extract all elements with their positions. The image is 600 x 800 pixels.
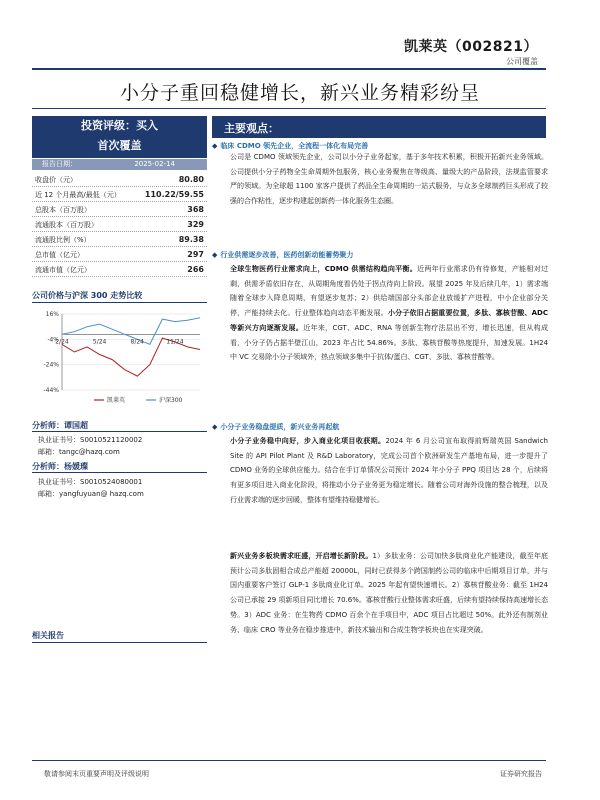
stock-info-table	[32, 172, 207, 277]
row-label: 流通市值（亿元）	[35, 266, 91, 274]
analyst-2-email: 邮箱：yangfuyuan@ hazq.com	[38, 490, 144, 498]
row-label: 流通股比例（%）	[35, 236, 91, 244]
analyst-2-cert: 执业证书号：S0010524080001	[38, 478, 143, 486]
paragraph-new-business: 新兴业务多板块需求旺盛，开启增长新阶段。1）多肽业务：公司加快多肽商业化产能建设，截至年底预计公司多肽固相合成总产能超 20000L，同时已获得多个跨国制药公司的临床中后期项目订单，并与国内重要客户签订 GLP-1 多肽商业化订单。2025 年起有望快速增长。2）寡核苷酸业务：截至 1H24 公司已承接 29 项新项目同比增长 70.6%。寡核苷酸行业整体需求旺盛，后续有望持续保持高速增长态势。3）ADC 业务：在生物药 CDMO 百余个在手项目中，ADC 项目占比超过 50%。此外还有制剂业务、临床 CRO 等业务在稳步推进中，新技术输出和合成生物学板块也在实现突破。	[230, 552, 549, 634]
legend-label: 沪深300	[159, 397, 183, 404]
table-row	[32, 217, 207, 232]
report-series: 公司覆盖	[506, 57, 538, 66]
paragraph-industry: 全球生物医药行业需求向上，CDMO 供需结构趋向平衡。近两年行业需求仍有待修复，产能相对过剩，供需矛盾依旧存在，从周期角度看仍处于拐点待向上阶段。展望 2025 年及后续几年，1）需求端随着全球步入降息周期，有望逐步复苏；2）供给端国部分头部企业放缓扩产进程，中小企业部分关停，产能持续去化。行业整体趋向动态平衡发展。小分子依旧占据重要位置，多肽、寡核苷酸、ADC 等新兴方向逐渐发展。近年来，CGT、ADC、RNA 等创新生物疗法层出不穷，增长迅速，但从构成看，小分子仍占据半壁江山，2023 年占比 54.86%。多肽、寡核苷酸等热度提升，加速发展。1H24 中 VC 交易除小分子领域外，热点领域多集中于抗体/蛋白、CGT、多肽、寡核苷酸等。	[230, 265, 548, 362]
y-tick-label: -4%	[47, 336, 59, 344]
header-divider	[32, 68, 546, 70]
row-label: 流通股本（百万股）	[35, 221, 98, 229]
row-value: 80.80	[178, 175, 204, 184]
footer-divider	[32, 760, 546, 761]
related-reports-title: 相关报告	[32, 631, 64, 640]
row-label: 总市值（亿元）	[35, 251, 84, 259]
footer-label: 证券研究报告	[500, 770, 542, 778]
section-heading: ◆ 行业供需逐步改善，医药创新动能蓄势聚力	[212, 250, 546, 260]
analyst-1-cert: 执业证书号：S0010521120002	[38, 436, 143, 444]
x-tick-label: 11/24	[166, 338, 184, 346]
y-tick-label: -44%	[43, 387, 59, 394]
table-row	[32, 232, 207, 247]
section-heading: ◆ 小分子业务稳盘提质，新兴业务再起航	[212, 422, 546, 432]
row-label: 总股本（百万股）	[35, 206, 91, 214]
table-row	[32, 172, 207, 187]
x-tick-label: 5/24	[92, 338, 107, 346]
title-divider	[32, 108, 546, 109]
y-tick-label: 16%	[45, 311, 59, 318]
legend-label: 凯莱英	[107, 397, 126, 404]
row-value: 266	[187, 265, 204, 274]
analyst-divider	[32, 431, 207, 432]
analyst-1-email: 邮箱：tangc@hazq.com	[38, 448, 120, 456]
section-heading: ◆ 临床 CDMO 领先企业，全流程一体化布局完善	[212, 141, 546, 151]
analyst-divider	[32, 472, 207, 473]
company-ticker: 凯莱英（002821）	[404, 39, 538, 55]
analyst-2-title: 分析师：杨媛璨	[32, 462, 88, 471]
paragraph-intro: 公司是 CDMO 领域领先企业，公司以小分子业务起家，基于多年技术积累，积极开拓新兴业务领域。公司提供小分子药物全生命周期外包服务，核心业务聚焦在等级高、量级大的产品阶段，法规监管要求严的领域。为全球超 1100 家客户提供了药品全生命周期的一站式服务，与众多全球制药巨头形成了较强的合作粘性，逐步构建起创新药一体化服务生态圈。	[230, 153, 548, 206]
row-value: 329	[187, 220, 204, 229]
report-date: 2025-02-14	[134, 160, 175, 168]
report-date-label: 报告日期：	[42, 160, 77, 168]
row-label: 近 12 个月最高/最低（元）	[35, 191, 121, 199]
row-label: 收盘价（元）	[35, 176, 77, 184]
price-chart	[32, 306, 207, 406]
report-date-row	[32, 159, 207, 170]
row-value: 110.22/59.55	[144, 190, 204, 199]
rating-box	[32, 116, 207, 158]
coverage-line: 首次覆盖	[97, 139, 142, 152]
y-tick-label: -24%	[43, 361, 59, 369]
row-value: 297	[187, 250, 204, 259]
price-chart-title: 公司价格与沪深 300 走势比较	[32, 291, 143, 300]
table-row	[32, 187, 207, 202]
chart-title-divider	[32, 302, 207, 303]
paragraph-small-molecule: 小分子业务稳中向好，步入商业化项目收获期。2024 年 6 月公司宣布取得前辉瑞英国 Sandwich Site 的 API Pilot Plant 及 R&D Laboratory，完成公司首个欧洲研发生产基地布局，进一步提升了 CDMO 业务的全球供应能力。结合在手订单情况公司预计 2024 年小分子 PPQ 项目达 28 个，后续将有更多项目进入商业化阶段，将推动小分子业务更为稳定增长。随着公司对海外设施的整合梳理，以及行业需求端的逐步回暖，整体有望维持稳健增长。	[230, 437, 548, 504]
main-points-header: 主要观点：	[212, 116, 546, 138]
row-value: 368	[187, 205, 204, 214]
row-value: 89.38	[178, 235, 204, 244]
related-divider	[32, 642, 207, 643]
report-title: 小分子重回稳健增长，新兴业务精彩纷呈	[119, 82, 480, 104]
footer-disclaimer: 敬请参阅末页重要声明及评级说明	[44, 770, 149, 778]
x-tick-label: 8/24	[130, 338, 145, 346]
table-row	[32, 202, 207, 217]
rating-line: 投资评级：买入	[81, 119, 158, 132]
table-row	[32, 247, 207, 262]
x-tick-label: 2/24	[55, 338, 69, 346]
table-row	[32, 262, 207, 277]
analyst-1-title: 分析师：谭国超	[32, 421, 88, 430]
